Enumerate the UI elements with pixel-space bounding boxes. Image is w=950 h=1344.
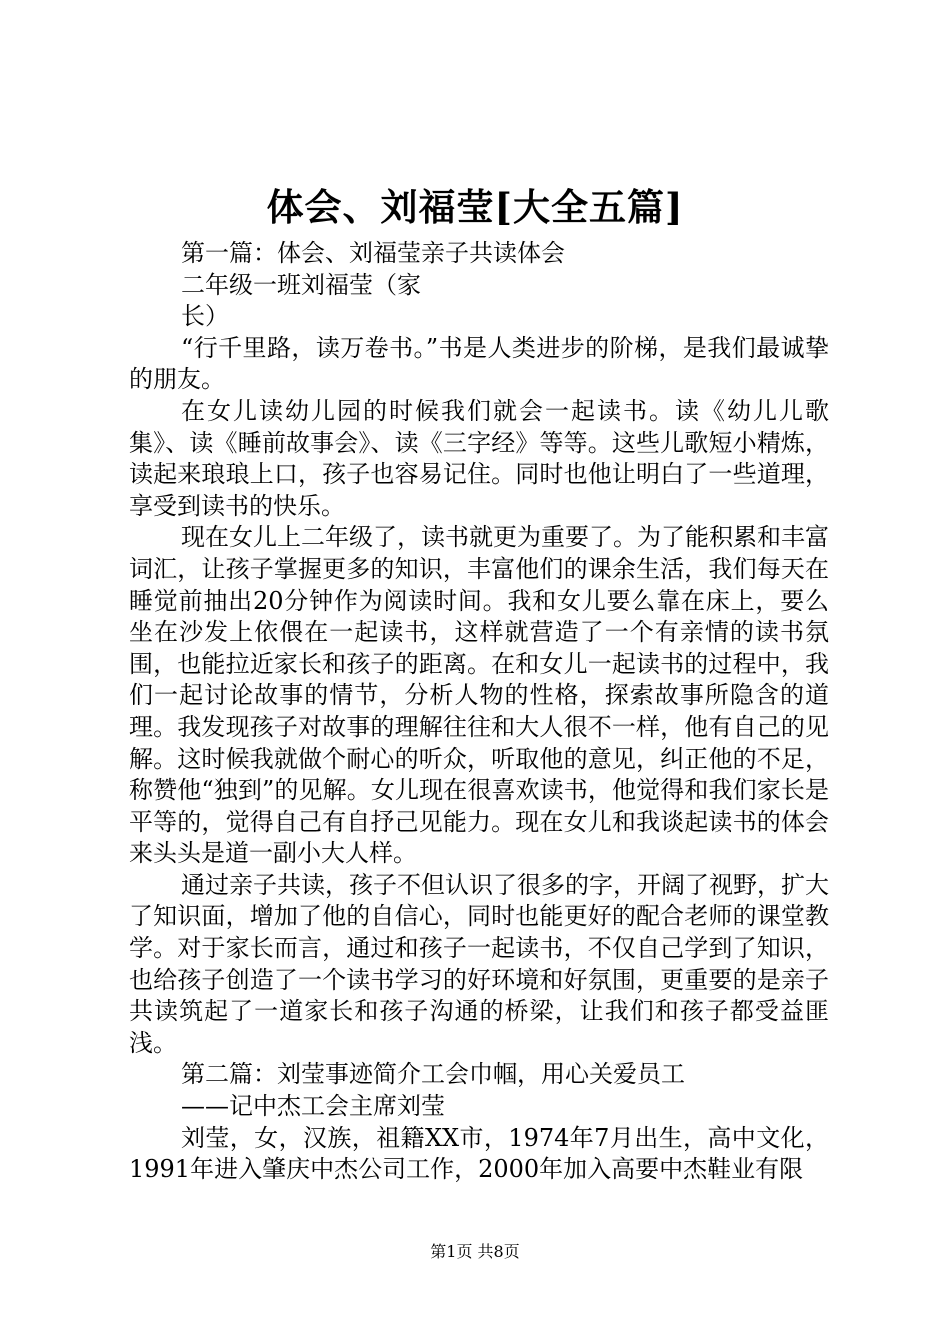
section-heading-1: 第一篇：体会、刘福莹亲子共读体会 <box>181 239 565 267</box>
paragraph-4: 通过亲子共读，孩子不但认识了很多的字，开阔了视野，扩大了知识面，增加了他的自信心，同时也能更好的配合老师的课堂教学。对于家长而言，通过和孩子一起读书，不仅自己学到了知识，也给孩子创造了一个读书学习的好环境和好氛围，更重要的是亲子共读筑起了一道家长和孩子沟通的桥梁，让我们和孩子都受益匪浅。 <box>129 870 829 1057</box>
section-subheading-2: ——记中杰工会主席刘莹 <box>181 1092 445 1121</box>
paragraph-1: “行千里路，读万卷书。”书是人类进步的阶梯，是我们最诚挚的朋友。 <box>129 333 829 394</box>
paragraph-5: 刘莹，女，汉族，祖籍XX市，1974年7月出生，高中文化，1991年进入肇庆中杰公司工作，2000年加入高要中杰鞋业有限 <box>129 1123 829 1184</box>
document-body <box>129 238 829 1186</box>
document-title: 体会、刘福莹[大全五篇] <box>266 185 684 229</box>
author-line-2: 长） <box>181 302 229 331</box>
paragraph-2: 在女儿读幼儿园的时候我们就会一起读书。读《幼儿儿歌集》、读《睡前故事会》、读《三字经》等等。这些儿歌短小精炼，读起来琅琅上口，孩子也容易记住。同时也他让明白了一些道理，享受到读书的快乐。 <box>129 396 829 520</box>
author-line-1: 二年级一班刘福莹（家 <box>181 270 421 299</box>
paragraph-3: 现在女儿上二年级了，读书就更为重要了。为了能积累和丰富词汇，让孩子掌握更多的知识，丰富他们的课余生活，我们每天在睡觉前抽出20分钟作为阅读时间。我和女儿要么靠在床上，要么坐在沙发上依偎在一起读书，这样就营造了一个有亲情的读书氛围，也能拉近家长和孩子的距离。在和女儿一起读书的过程中，我们一起讨论故事的情节，分析人物的性格，探索故事所隐含的道理。我发现孩子对故事的理解往往和大人很不一样，他有自己的见解。这时候我就做个耐心的听众，听取他的意见，纠正他的不足，称赞他“独到”的见解。女儿现在很喜欢读书，他觉得和我们家长是平等的，觉得自己有自抒己见能力。现在女儿和我谈起读书的体会来头头是道一副小大人样。 <box>129 523 829 868</box>
section-heading-2: 第二篇：刘莹事迹简介工会巾帼，用心关爱员工 <box>181 1060 685 1089</box>
page-footer: 第1页 共8页 <box>430 1242 520 1261</box>
